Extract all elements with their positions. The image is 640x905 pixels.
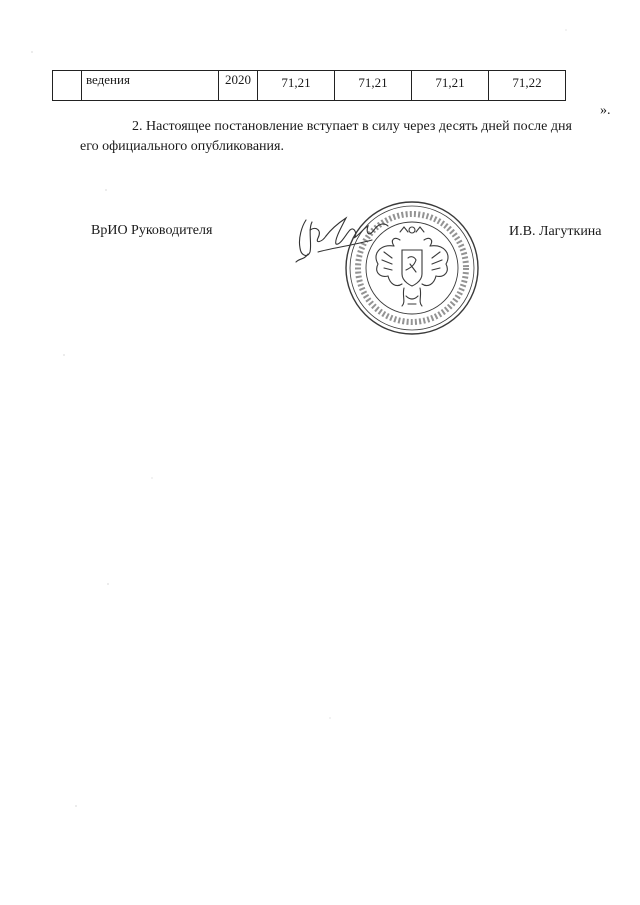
- closing-quote: ».: [600, 103, 611, 118]
- paragraph-line: 2. Настоящее постановление вступает в силу через десять дней после дня: [132, 119, 572, 134]
- table-cell-value: 71,21: [335, 71, 412, 101]
- table-cell-value: 71,21: [258, 71, 335, 101]
- table-cell-value: 71,22: [489, 71, 566, 101]
- signer-position-title: ВрИО Руководителя: [91, 223, 213, 238]
- signer-name: И.В. Лагуткина: [509, 224, 602, 239]
- table-cell-value: 71,21: [412, 71, 489, 101]
- table-cell-label: ведения: [82, 71, 219, 101]
- paragraph-line: его официального опубликования.: [80, 139, 284, 154]
- table-cell-year: 2020: [219, 71, 258, 101]
